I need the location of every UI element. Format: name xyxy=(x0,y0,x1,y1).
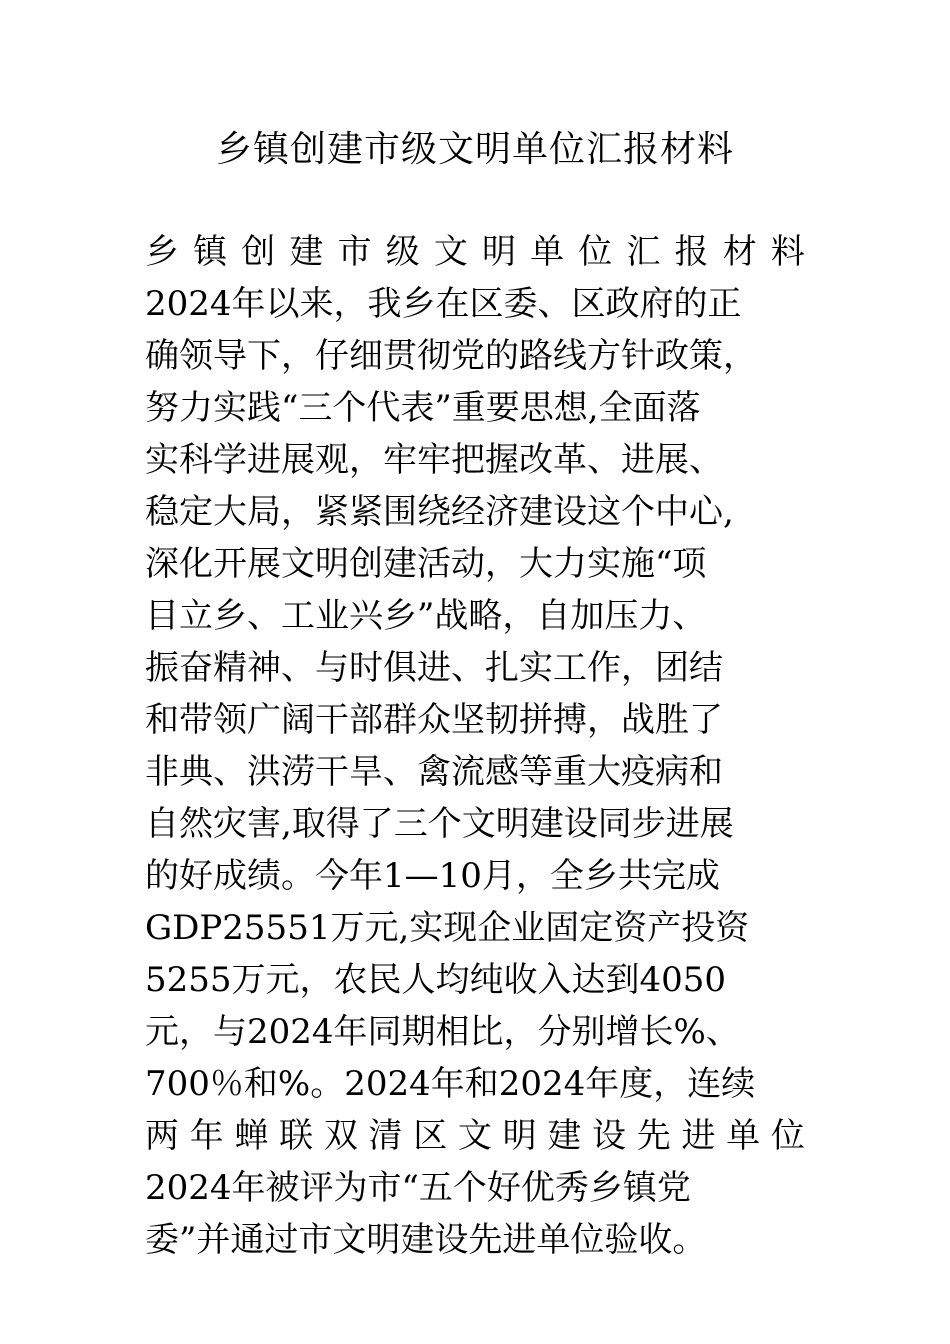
line-char: 先 xyxy=(636,1116,671,1156)
line-char: 位 xyxy=(578,232,613,272)
line-char: 文 xyxy=(457,1116,492,1156)
body-line-17: 700％和%。2024年和2024年度，连续 xyxy=(145,1064,756,1104)
line-char: 市 xyxy=(337,232,372,272)
body-line-12: 自然灾害,取得了三个文明建设同步进展 xyxy=(145,804,734,844)
line-char: 明 xyxy=(502,1116,537,1156)
document-title: 乡镇创建市级文明单位汇报材料 xyxy=(215,129,734,170)
body-line-11: 非典、洪涝干旱、禽流感等重大疫病和 xyxy=(145,752,723,792)
line-char: 文 xyxy=(433,232,468,272)
body-line-10: 和带领广阔干部群众坚韧拼搏，战胜了 xyxy=(145,700,723,740)
line-char: 乡 xyxy=(145,232,179,272)
line-char: 区 xyxy=(413,1116,448,1156)
body-line-6: 稳定大局，紧紧围绕经济建设这个中心, xyxy=(145,492,734,532)
line-char: 双 xyxy=(323,1116,358,1156)
body-line-9: 振奋精神、与时俱进、扎实工作，团结 xyxy=(145,648,723,688)
line-char: 报 xyxy=(674,232,709,272)
line-char: 清 xyxy=(368,1116,403,1156)
line-char: 联 xyxy=(279,1116,314,1156)
body-line-7: 深化开展文明创建活动，大力实施“项 xyxy=(145,544,707,584)
line-char: 单 xyxy=(726,1116,761,1156)
body-line-18 xyxy=(145,1110,805,1162)
line-char: 创 xyxy=(241,232,276,272)
line-char: 汇 xyxy=(626,232,661,272)
line-char: 两 xyxy=(145,1116,179,1156)
line-char: 单 xyxy=(530,232,565,272)
body-line-1 xyxy=(145,226,805,278)
line-char: 建 xyxy=(289,232,324,272)
body-line-20: 委”并通过市文明建设先进单位验收。 xyxy=(145,1220,707,1260)
line-char: 蝉 xyxy=(234,1116,269,1156)
body-line-15: 5255万元，农民人均纯收入达到4050 xyxy=(145,960,727,1000)
line-char: 位 xyxy=(770,1116,805,1156)
body-line-3: 确领导下，仔细贯彻党的路线方针政策， xyxy=(145,336,757,376)
body-line-13: 的好成绩。今年1—10月，全乡共完成 xyxy=(145,856,720,896)
body-line-5: 实科学进展观，牢牢把握改革、进展、 xyxy=(145,440,723,480)
line-char: 材 xyxy=(722,232,757,272)
line-char: 建 xyxy=(547,1116,582,1156)
body-line-19: 2024年被评为市“五个好优秀乡镇党 xyxy=(145,1168,691,1208)
body-line-4: 努力实践“三个代表”重要思想,全面落 xyxy=(145,388,701,428)
line-char: 年 xyxy=(189,1116,224,1156)
line-char: 级 xyxy=(385,232,420,272)
document-body xyxy=(145,226,815,1266)
line-char: 镇 xyxy=(193,232,228,272)
body-line-8: 目立乡、工业兴乡”战略，自加压力、 xyxy=(145,596,707,636)
body-line-16: 元，与2024年同期相比，分别增长%、 xyxy=(145,1012,740,1052)
line-char: 设 xyxy=(592,1116,627,1156)
body-line-14: GDP25551万元,实现企业固定资产投资 xyxy=(145,908,750,948)
line-char: 明 xyxy=(481,232,516,272)
body-line-2: 2024年以来，我乡在区委、区政府的正 xyxy=(145,284,742,324)
line-char: 料 xyxy=(770,232,805,272)
line-char: 进 xyxy=(681,1116,716,1156)
